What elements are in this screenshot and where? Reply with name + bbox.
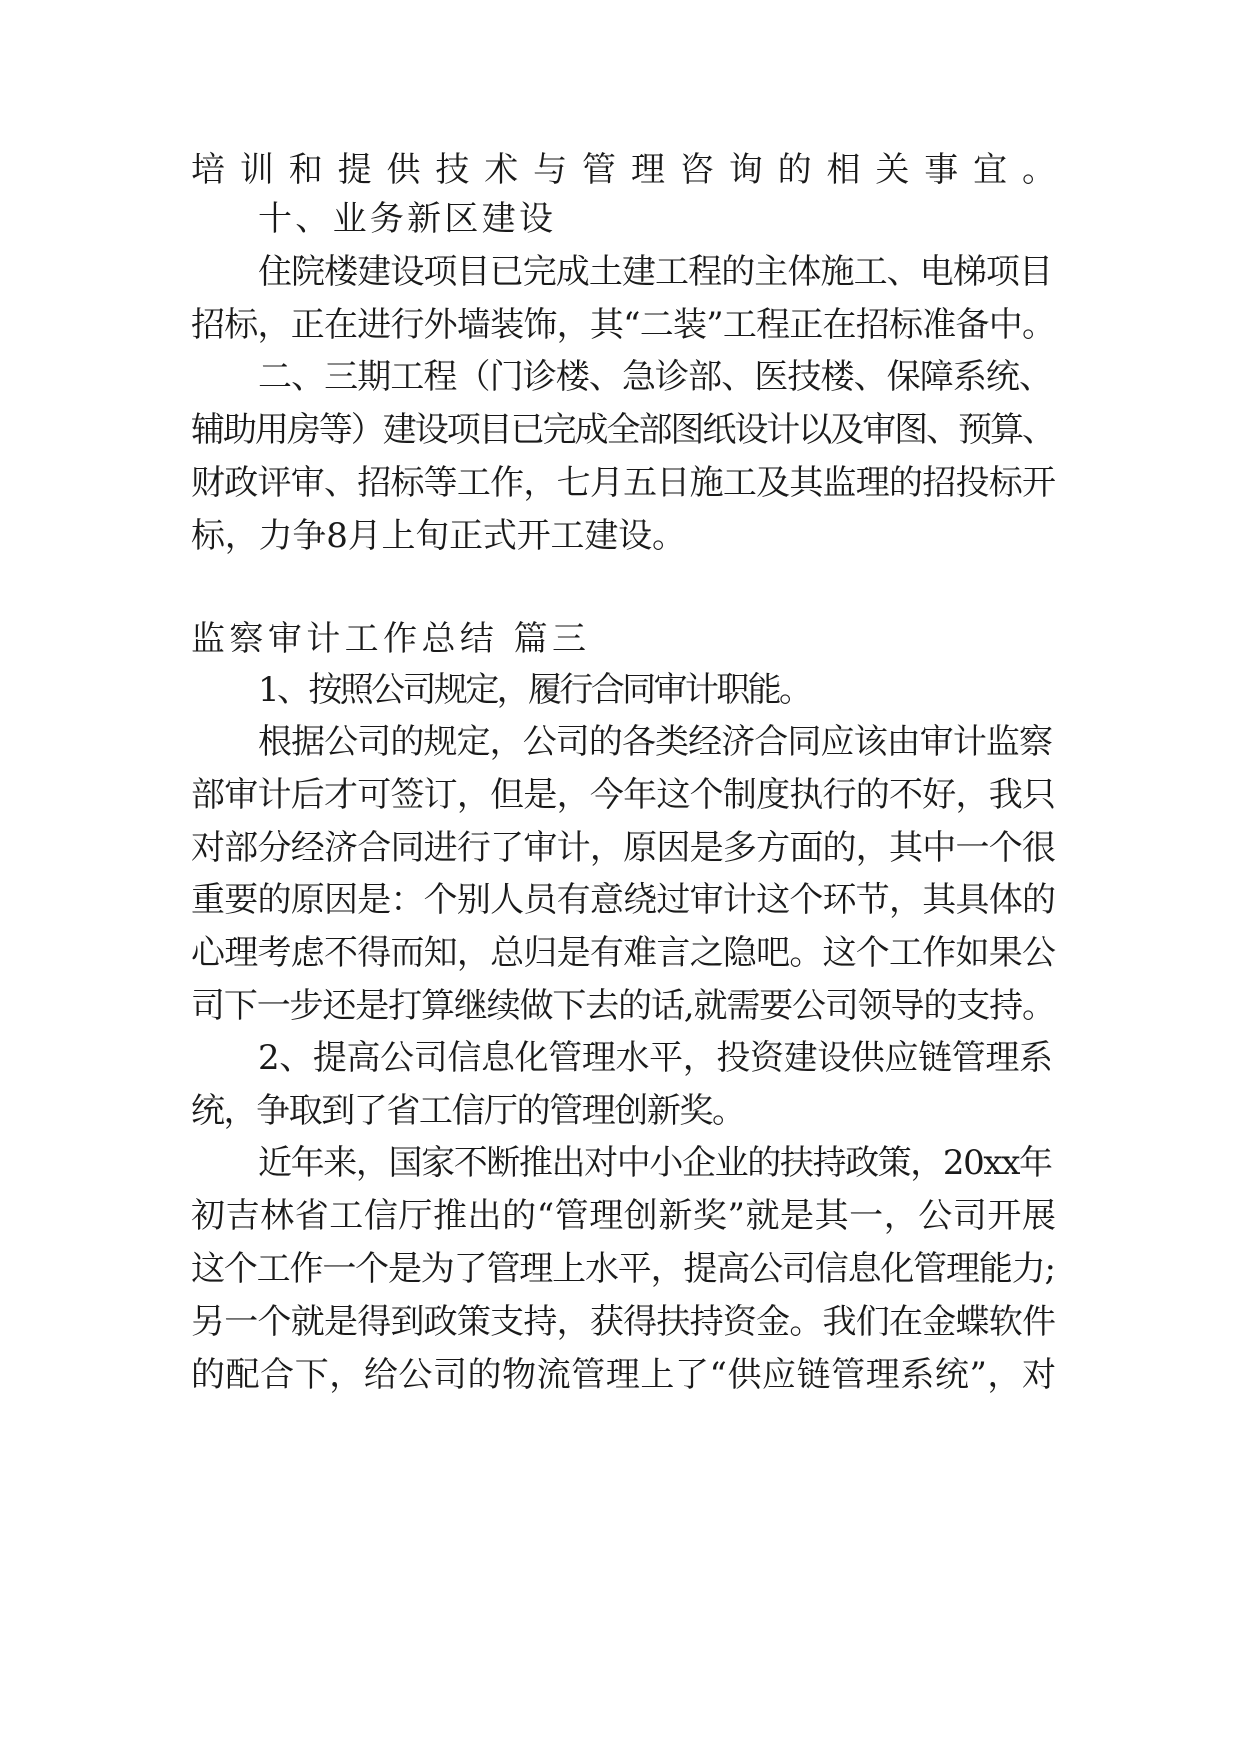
paragraph-line: 心理考虑不得而知，总归是有难言之隐吧。这个工作如果公 <box>191 933 1056 973</box>
paragraph-line: 财政评审、招标等工作，七月五日施工及其监理的招投标开 <box>191 463 1056 503</box>
paragraph-line: 司下一步还是打算继续做下去的话,就需要公司领导的支持。 <box>191 986 1055 1026</box>
article-title: 监察审计工作总结 篇三 <box>191 619 591 659</box>
paragraph-line: 对部分经济合同进行了审计，原因是多方面的，其中一个很 <box>191 828 1056 868</box>
paragraph-line: 辅助用房等）建设项目已完成全部图纸设计以及审图、预算、 <box>191 410 1054 450</box>
paragraph-line: 重要的原因是：个别人员有意绕过审计这个环节，其具体的 <box>191 880 1056 920</box>
subheading: 1、按照公司规定，履行合同审计职能。 <box>258 670 811 710</box>
paragraph-line: 初吉林省工信厅推出的“管理创新奖”就是其一，公司开展 <box>191 1196 1057 1236</box>
subheading: 2、提高公司信息化管理水平，投资建设供应链管理系 <box>258 1038 1053 1078</box>
paragraph-line: 的配合下，给公司的物流管理上了“供应链管理系统”，对 <box>191 1355 1057 1395</box>
paragraph-line: 标，力争8月上旬正式开工建设。 <box>191 516 686 556</box>
subheading: 统，争取到了省工信厅的管理创新奖。 <box>191 1091 745 1131</box>
paragraph-line: 这个工作一个是为了管理上水平，提高公司信息化管理能力; <box>191 1249 1055 1289</box>
paragraph-line: 住院楼建设项目已完成土建工程的主体施工、电梯项目 <box>258 252 1053 292</box>
paragraph-line: 二、三期工程（门诊楼、急诊部、医技楼、保障系统、 <box>258 357 1053 397</box>
paragraph-line: 部审计后才可签订，但是，今年这个制度执行的不好，我只 <box>191 775 1056 815</box>
section-heading: 十、业务新区建设 <box>258 199 557 239</box>
paragraph-line: 根据公司的规定，公司的各类经济合同应该由审计监察 <box>258 722 1053 762</box>
paragraph-line: 另一个就是得到政策支持，获得扶持资金。我们在金蝶软件 <box>191 1302 1056 1342</box>
text-line: 培训和提供技术与管理咨询的相关事宜。 <box>191 150 1071 190</box>
paragraph-line: 招标，正在进行外墙装饰，其“二装”工程正在招标准备中。 <box>191 305 1056 345</box>
paragraph-line: 近年来，国家不断推出对中小企业的扶持政策，20xx年 <box>258 1143 1052 1183</box>
